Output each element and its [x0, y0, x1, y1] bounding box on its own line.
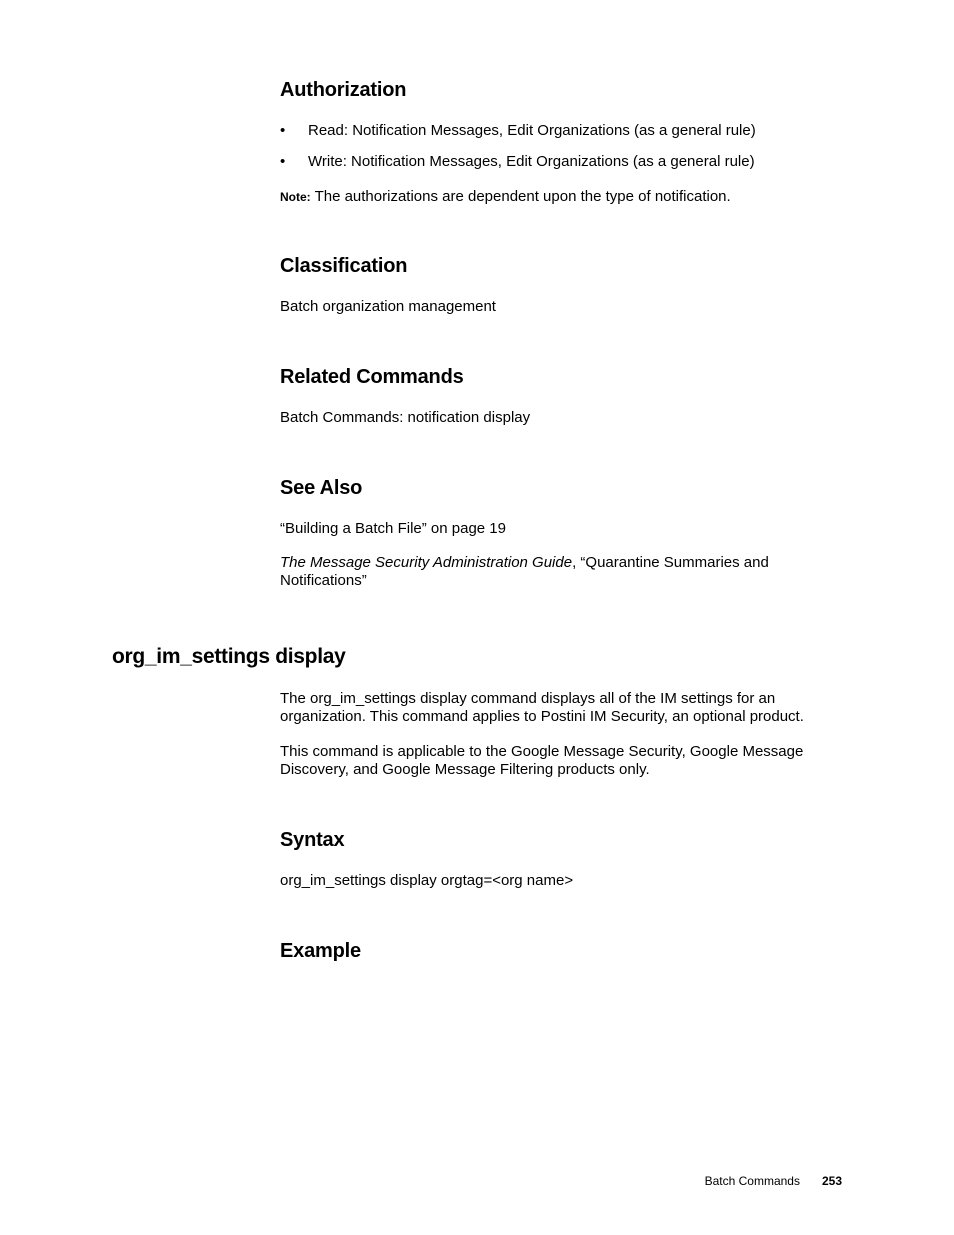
guide-title: The Message Security Administration Guide: [280, 554, 573, 571]
related-commands-text: Batch Commands: notification display: [280, 409, 531, 426]
authorization-note: [280, 188, 840, 206]
classification-heading: Classification: [280, 255, 408, 277]
note-label: Note:: [280, 190, 311, 204]
bullet-text: Read: Notification Messages, Edit Organizations (as a general rule): [308, 122, 756, 139]
syntax-heading: Syntax: [280, 829, 345, 851]
bullet-marker: •: [280, 153, 286, 170]
authorization-heading: Authorization: [280, 79, 407, 101]
classification-text: Batch organization management: [280, 298, 496, 315]
see-also-reference-guide: [280, 554, 800, 590]
example-heading: Example: [280, 940, 361, 962]
description-paragraph: The org_im_settings display command displays all of the IM settings for an organization. This command applies to Postini IM Security, an optional product.: [280, 690, 804, 725]
page-footer: [560, 1174, 842, 1189]
see-also-heading: See Also: [280, 477, 363, 499]
page-number: 253: [821, 1174, 842, 1188]
related-commands-heading: Related Commands: [280, 366, 464, 388]
guide-section: , “Quarantine Summaries and Notifications”: [280, 554, 769, 589]
footer-section-name: Batch Commands: [704, 1174, 800, 1188]
syntax-text: org_im_settings display orgtag=<org name>: [280, 872, 574, 889]
note-text: The authorizations are dependent upon the type of notification.: [310, 188, 731, 205]
bullet-marker: •: [280, 122, 286, 139]
applicability-paragraph: This command is applicable to the Google Message Security, Google Message Discovery, and Google Message Filtering products only.: [280, 743, 804, 778]
bullet-text: Write: Notification Messages, Edit Organizations (as a general rule): [308, 153, 755, 170]
see-also-reference-batch-file: “Building a Batch File” on page 19: [280, 520, 506, 537]
section-heading-org-im-settings-display: org_im_settings display: [112, 645, 346, 668]
